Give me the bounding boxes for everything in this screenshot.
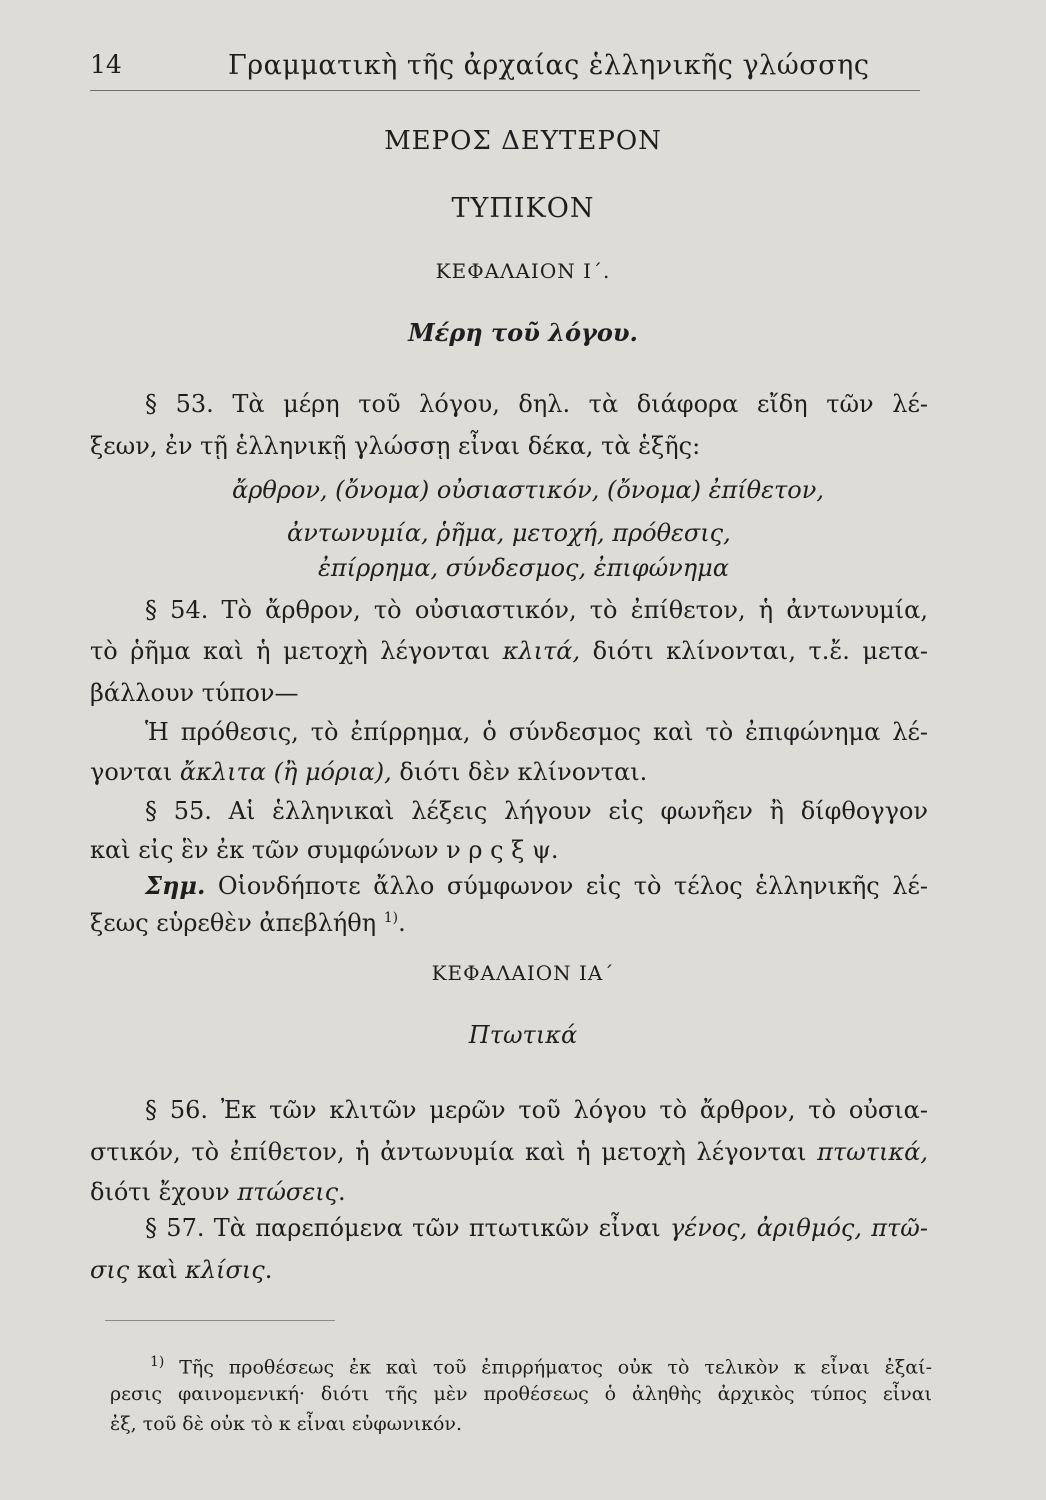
- paragraph-57-line-1: § 57. Τὰ παρεπόμενα τῶν πτωτικῶν εἶναι γένος, ἀριθμός, πτῶ-: [145, 1214, 928, 1242]
- paragraph-54-line-4: Ἡ πρόθεσις, τὸ ἐπίρρημα, ὁ σύνδεσμος καὶ τὸ ἐπιφώνημα λέ-: [145, 718, 928, 746]
- paragraph-55-line-1: § 55. Αἱ ἑλληνικαὶ λέξεις λήγουν εἰς φωνῆεν ἢ δίφθογγον: [145, 797, 928, 825]
- paragraph-57-line-2: σις καὶ κλίσις.: [90, 1256, 273, 1284]
- footnote-reference: 1): [383, 910, 399, 926]
- parts-of-speech-list-3: ἐπίρρημα, σύνδεσμος, ἐπιφώνημα: [318, 554, 729, 582]
- section-title: ΤΥΠΙΚΟΝ: [451, 193, 595, 224]
- chapter-2-subtitle: Πτωτικά: [468, 1021, 578, 1049]
- paragraph-56-line-2: στικόν, τὸ ἐπίθετον, ἡ ἀντωνυμία καὶ ἡ μετοχὴ λέγονται πτωτικά,: [90, 1138, 928, 1166]
- note-line-2: ξεως εὑρεθὲν ἀπεβλήθη $^{1)}$.: [90, 909, 406, 937]
- part-title: ΜΕΡΟΣ ΔΕΥΤΕΡΟΝ: [384, 126, 662, 156]
- paragraph-54-line-1: § 54. Τὸ ἄρθρον, τὸ οὐσιαστικόν, τὸ ἐπίθετον, ἡ ἀντωνυμία,: [145, 596, 928, 624]
- paragraph-54-line-2: τὸ ῥῆμα καὶ ἡ μετοχὴ λέγονται κλιτά, διότι κλίνονται, τ.ἔ. μετα-: [90, 637, 928, 665]
- paragraph-55-line-2: καὶ εἰς ἓν ἐκ τῶν συμφώνων ν ρ ς ξ ψ.: [90, 836, 559, 864]
- page-number: 14: [90, 50, 122, 79]
- note-line-1: Σημ. Οἱονδήποτε ἄλλο σύμφωνον εἰς τὸ τέλος ἑλληνικῆς λέ-: [145, 871, 928, 900]
- footnote-line-2: ρεσις φαινομενική· διότι τῆς μὲν προθέσεως ὁ ἀληθὴς ἀρχικὸς τύπος εἶναι: [110, 1383, 932, 1405]
- paragraph-53-line-2: ξεων, ἐν τῇ ἑλληνικῇ γλώσσῃ εἶναι δέκα, τὰ ἑξῆς:: [90, 432, 701, 460]
- chapter-2-title: ΚΕΦΑΛΑΙΟΝ ΙΑ΄: [431, 961, 615, 985]
- paragraph-56-line-1: § 56. Ἐκ τῶν κλιτῶν μερῶν τοῦ λόγου τὸ ἄρθρον, τὸ οὐσια-: [145, 1096, 928, 1124]
- footnote-line-3: ἐξ, τοῦ δὲ οὐκ τὸ κ εἶναι εὐφωνικόν.: [110, 1413, 463, 1435]
- running-header: [90, 50, 920, 91]
- footnote-divider: [105, 1320, 335, 1321]
- note-label: Σημ.: [145, 871, 206, 900]
- paragraph-54-line-5: γονται ἄκλιτα (ἢ μόρια), διότι δὲν κλίνονται.: [90, 758, 648, 786]
- parts-of-speech-list-2: ἀντωνυμία, ῥῆμα, μετοχή, πρόθεσις,: [287, 519, 731, 547]
- paragraph-56-line-3: διότι ἔχουν πτώσεις.: [90, 1178, 346, 1206]
- paragraph-54-line-3: βάλλουν τύπον—: [90, 679, 299, 707]
- paragraph-53-line-1: § 53. Τὰ μέρη τοῦ λόγου, δηλ. τὰ διάφορα εἴδη τῶν λέ-: [145, 390, 928, 418]
- footnote-line-1: $^{1)}$ Τῆς προθέσεως ἐκ καὶ τοῦ ἐπιρρήματος οὐκ τὸ τελικὸν κ εἶναι ἐξαί-: [150, 1354, 932, 1379]
- running-title: Γραμματικὴ τῆς ἀρχαίας ἑλληνικῆς γλώσσης: [228, 50, 870, 81]
- chapter-title: ΚΕΦΑΛΑΙΟΝ Ι΄.: [435, 259, 611, 283]
- chapter-subtitle: Μέρη τοῦ λόγου.: [408, 318, 638, 347]
- parts-of-speech-list-1: ἄρθρον, (ὄνομα) οὐσιαστικόν, (ὄνομα) ἐπίθετον,: [232, 476, 824, 504]
- footnote-marker: 1): [150, 1354, 165, 1370]
